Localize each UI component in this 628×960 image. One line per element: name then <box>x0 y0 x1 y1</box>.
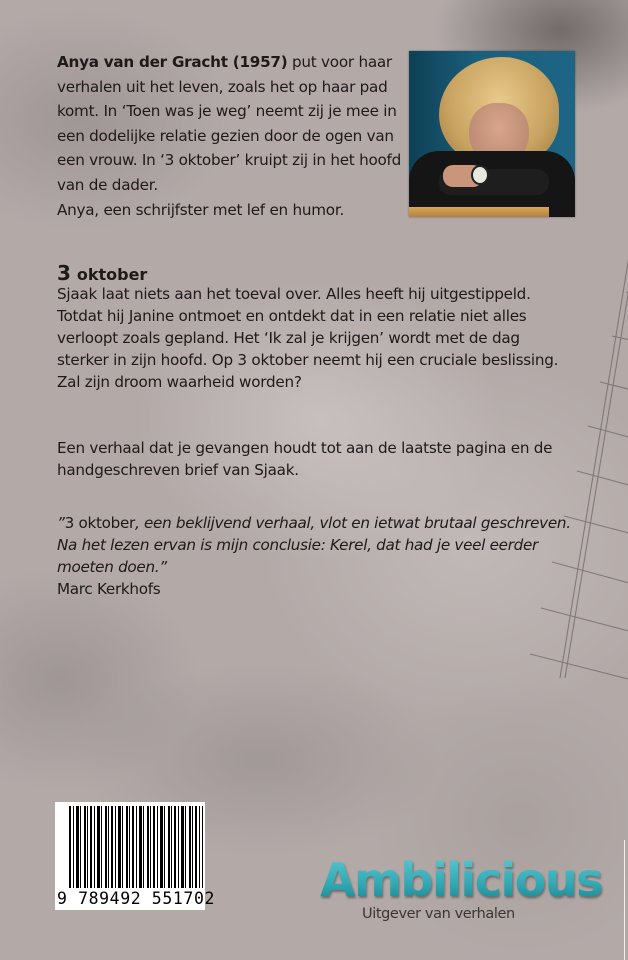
watch-icon <box>471 165 489 185</box>
isbn-number: 9 789492 551702 <box>57 889 216 908</box>
story-title-word: oktober <box>76 265 148 284</box>
isbn-barcode <box>55 802 216 910</box>
quote-open-mark: ” <box>57 514 65 532</box>
publisher-name: Ambilicious <box>320 853 603 907</box>
review-quote <box>57 512 577 600</box>
publisher-tagline: Uitgever van verhalen <box>362 906 515 922</box>
author-photo <box>409 51 575 217</box>
quote-text: , een beklijvend verhaal, vlot en ietwat brutaal geschreven. Na het lezen ervan is mijn conclusie: Kerel, dat had je veel eerder moeten doen.” <box>57 514 571 576</box>
author-bio-text: put voor haar verhalen uit het leven, zoals het op haar pad komt. In ‘Toen was je weg’ neemt zij je mee in een dodelijke relatie gezien door de ogen van een vrouw. In ‘3 oktober’ kruipt zij in het hoofd van de dader. <box>57 53 402 194</box>
author-bio-closing: Anya, een schrijfster met lef en humor. <box>57 200 345 219</box>
publisher-logo <box>320 852 603 932</box>
story-title-number: 3 <box>57 261 71 285</box>
quote-author: Marc Kerkhofs <box>57 580 161 598</box>
author-name: Anya van der Gracht (1957) <box>57 53 288 71</box>
quote-title-ref: 3 oktober <box>64 514 135 532</box>
photo-table <box>409 207 549 217</box>
story-hook: Een verhaal dat je gevangen houdt tot aan de laatste pagina en de handgeschreven brief van Sjaak. <box>57 439 553 479</box>
author-bio <box>57 50 402 222</box>
edge-divider <box>624 840 625 960</box>
barcode-bars <box>69 806 203 888</box>
story-synopsis: Sjaak laat niets aan het toeval over. Alles heeft hij uitgestippeld. Totdat hij Janine ontmoet en ontdekt dat in een relatie niet alles verloopt zoals gepland. Het ‘Ik zal je krijgen’ wordt met de dag sterker in zijn hoofd. Op 3 oktober neemt hij een cruciale beslissing. Zal zijn droom waarheid worden? <box>57 285 559 391</box>
